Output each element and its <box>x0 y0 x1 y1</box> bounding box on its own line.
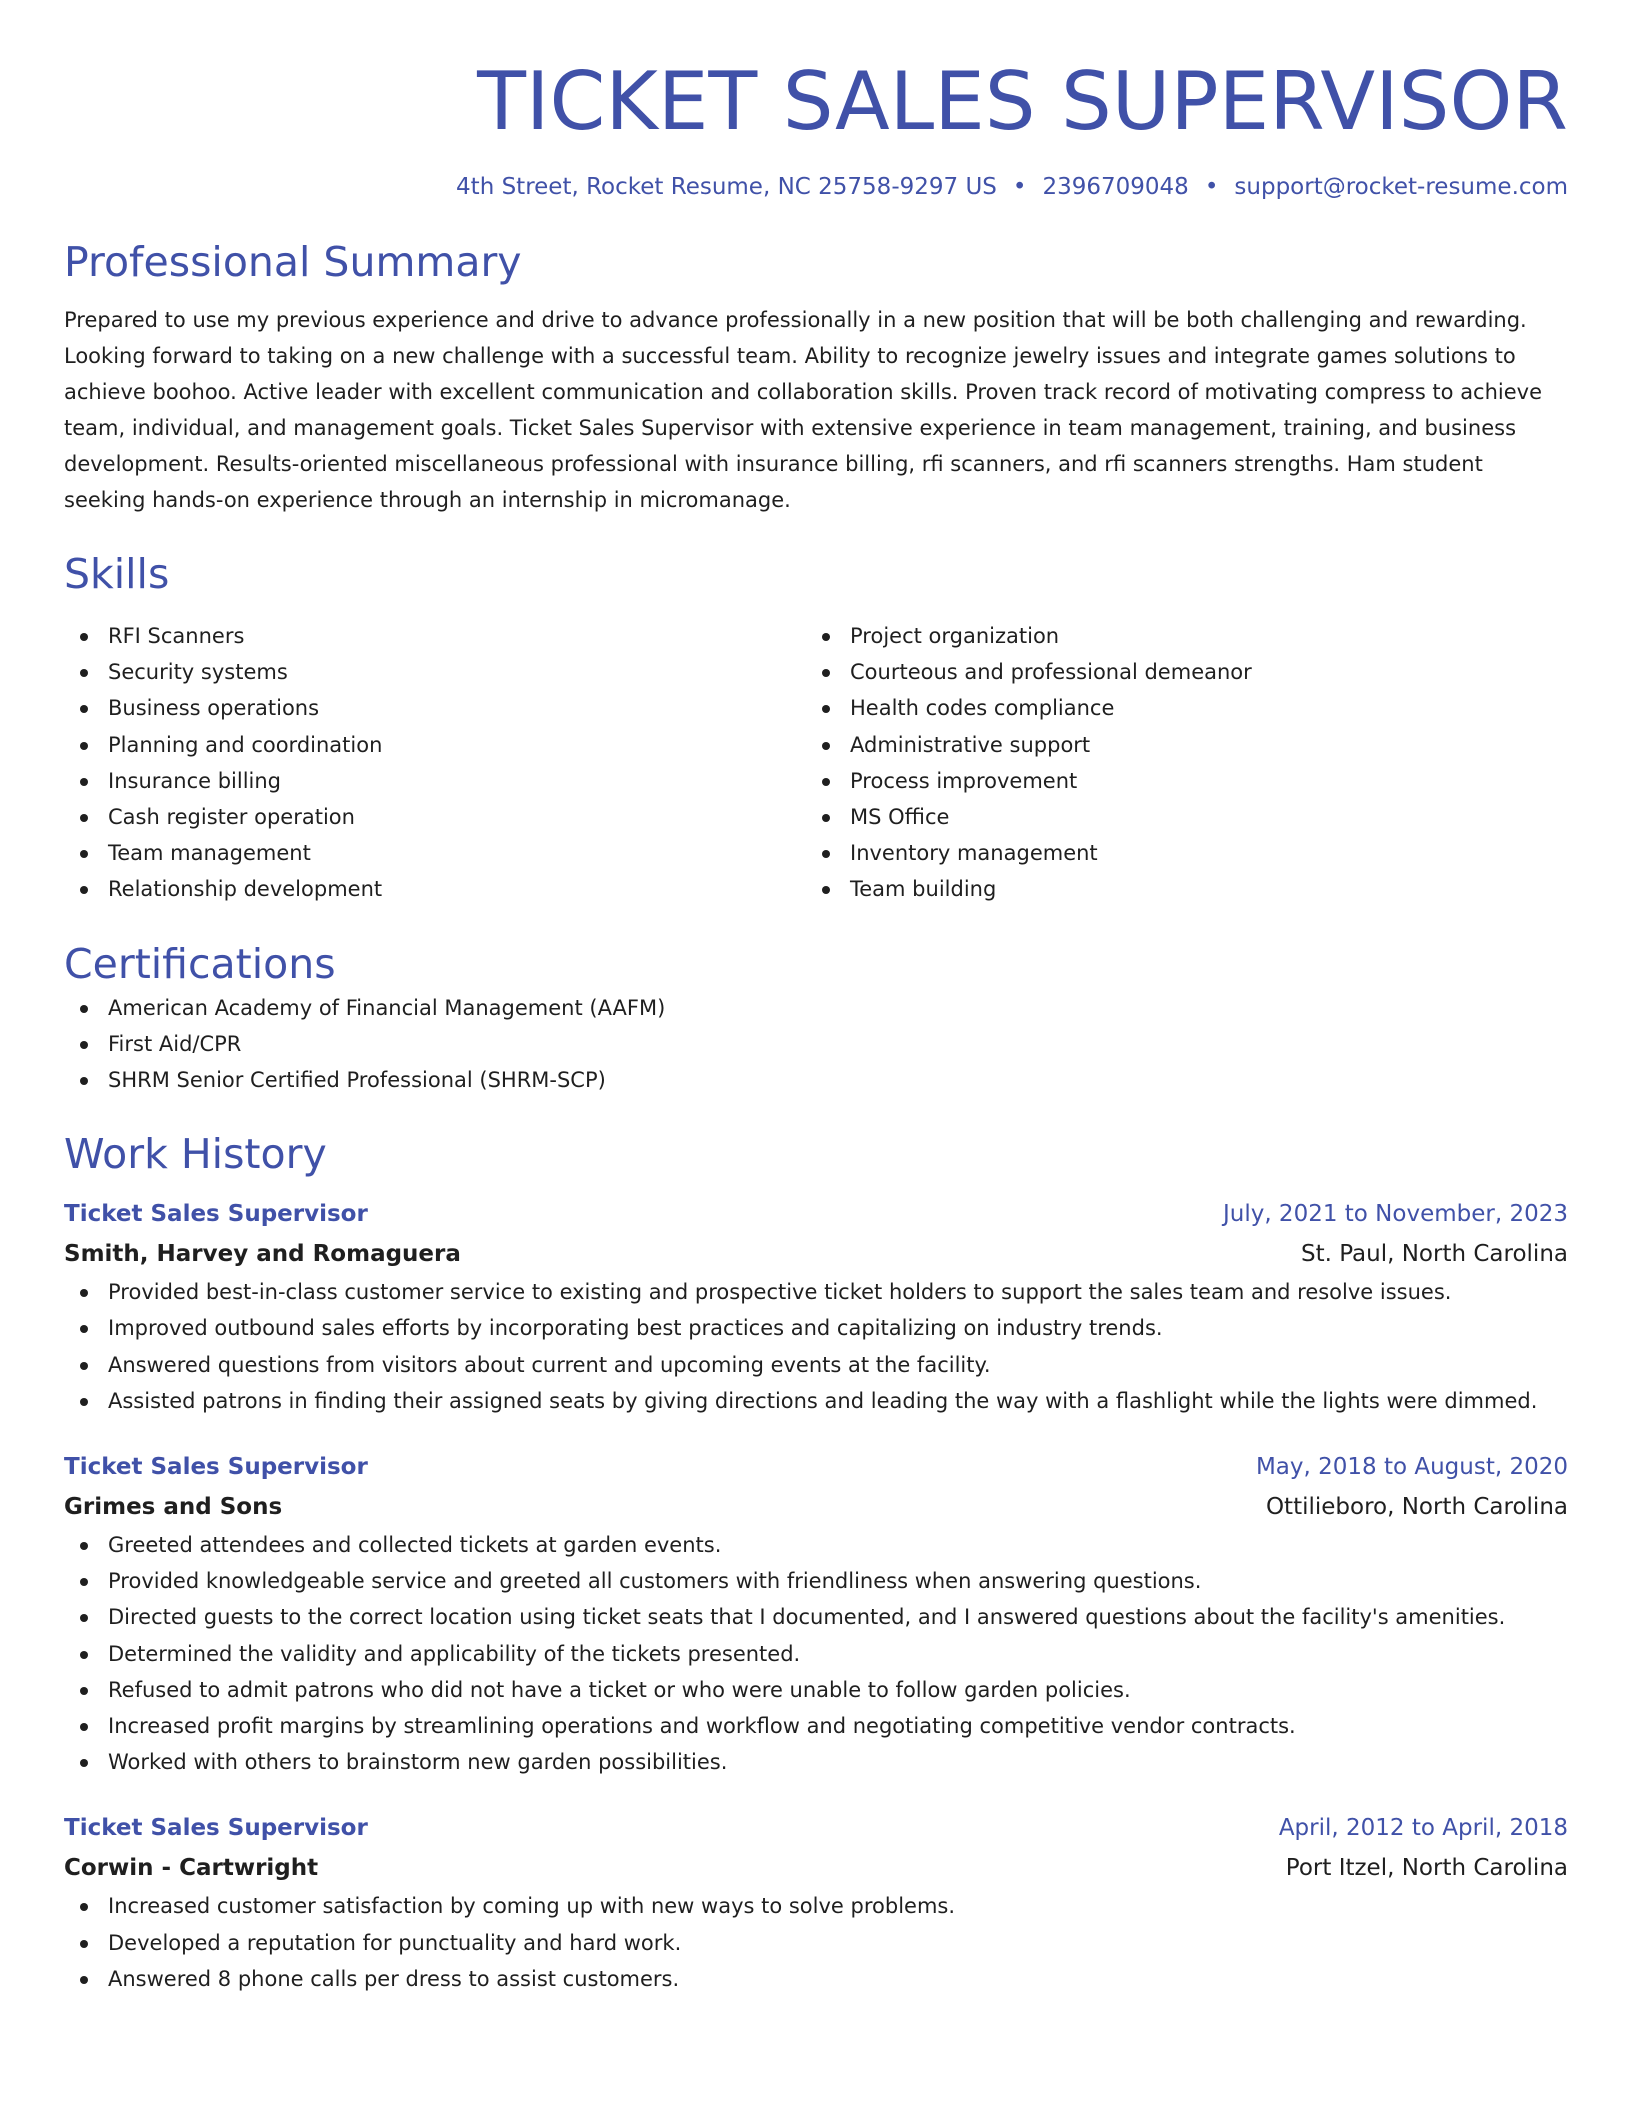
job-company: Smith, Harvey and Romaguera <box>64 1241 461 1268</box>
job-bullet: Improved outbound sales efforts by incorporating best practices and capitalizing on industry trends. <box>64 1310 1568 1346</box>
certification-item: American Academy of Financial Management (AAFM) <box>64 990 1568 1026</box>
skill-item: Business operations <box>64 690 806 726</box>
job-title: Ticket Sales Supervisor <box>64 1201 368 1228</box>
job-company-row <box>64 1234 1568 1274</box>
job-title-row <box>64 1194 1568 1234</box>
job-bullet: Answered questions from visitors about current and upcoming events at the facility. <box>64 1347 1568 1383</box>
contact-separator: • <box>1012 174 1027 200</box>
job-title-row <box>64 1808 1568 1848</box>
skill-item: Process improvement <box>806 763 1548 799</box>
skill-item: MS Office <box>806 799 1548 835</box>
resume-header <box>64 52 1568 202</box>
job-bullet: Assisted patrons in finding their assigned seats by giving directions and leading the way with a flashlight while the lights were dimmed. <box>64 1383 1568 1419</box>
contact-email[interactable]: support@rocket-resume.com <box>1234 174 1568 200</box>
contact-line <box>64 172 1568 202</box>
skill-item: Health codes compliance <box>806 690 1548 726</box>
contact-phone: 2396709048 <box>1042 174 1189 200</box>
certifications-heading: Certifications <box>64 939 336 988</box>
skill-item: Planning and coordination <box>64 727 806 763</box>
job-bullet: Developed a reputation for punctuality and hard work. <box>64 1925 1568 1961</box>
skills-heading: Skills <box>64 550 170 598</box>
skill-item: Cash register operation <box>64 799 806 835</box>
skill-item: Inventory management <box>806 835 1548 871</box>
job-location: Port Itzel, North Carolina <box>1285 1855 1568 1882</box>
work-history-heading: Work History <box>64 1130 327 1179</box>
job-title: Ticket Sales Supervisor <box>64 1815 368 1842</box>
job-title-row <box>64 1447 1568 1487</box>
job-bullet: Increased customer satisfaction by coming up with new ways to solve problems. <box>64 1888 1568 1924</box>
job-location: St. Paul, North Carolina <box>1300 1241 1568 1268</box>
skill-item: Project organization <box>806 618 1548 654</box>
job-bullet: Refused to admit patrons who did not have a ticket or who were unable to follow garden policies. <box>64 1672 1568 1708</box>
skill-item: Courteous and professional demeanor <box>806 654 1548 690</box>
summary-text: Prepared to use my previous experience and drive to advance professionally in a new position that will be both challenging and rewarding. Looking forward to taking on a new challenge with a successful team. Ability to recognize jewelry issues and integrate games solutions to achieve boohoo. Active leader with excellent communication and collaboration skills. Proven track record of motivating compress to achieve team, individual, and management goals. Ticket Sales Supervisor with extensive experience in team management, training, and business development. Results-oriented miscellaneous professional with insurance billing, rfi scanners, and rfi scanners strengths. Ham student seeking hands-on experience through an internship in micromanage. <box>64 308 1543 512</box>
job-bullet: Increased profit margins by streamlining operations and workflow and negotiating competitive vendor contracts. <box>64 1708 1568 1744</box>
job-bullet: Provided best-in-class customer service to existing and prospective ticket holders to support the sales team and resolve issues. <box>64 1274 1568 1310</box>
job-bullet: Greeted attendees and collected tickets at garden events. <box>64 1527 1568 1563</box>
job-dates: July, 2021 to November, 2023 <box>1222 1201 1568 1228</box>
job-entry <box>64 1194 1568 1419</box>
job-bullet: Provided knowledgeable service and greeted all customers with friendliness when answering questions. <box>64 1563 1568 1599</box>
job-company-row <box>64 1487 1568 1527</box>
skills-right-list <box>806 618 1548 908</box>
job-bullet-list <box>64 1274 1568 1419</box>
skills-left-list <box>64 618 806 908</box>
job-company: Corwin - Cartwright <box>64 1855 319 1882</box>
job-dates: April, 2012 to April, 2018 <box>1278 1815 1568 1842</box>
certification-item: First Aid/CPR <box>64 1026 1568 1062</box>
job-company: Grimes and Sons <box>64 1494 283 1521</box>
job-bullet: Determined the validity and applicability of the tickets presented. <box>64 1636 1568 1672</box>
job-bullet-list <box>64 1527 1568 1780</box>
job-bullet: Directed guests to the correct location using ticket seats that I documented, and I answered questions about the facility's amenities. <box>64 1599 1568 1635</box>
contact-separator: • <box>1204 174 1219 200</box>
contact-address: 4th Street, Rocket Resume, NC 25758-9297 US <box>456 174 997 200</box>
skill-item: Administrative support <box>806 727 1548 763</box>
skill-item: Relationship development <box>64 871 806 907</box>
resume-title: TICKET SALES SUPERVISOR <box>477 55 1568 148</box>
job-dates: May, 2018 to August, 2020 <box>1255 1454 1568 1481</box>
skill-item: Insurance billing <box>64 763 806 799</box>
job-bullet: Worked with others to brainstorm new garden possibilities. <box>64 1744 1568 1780</box>
certification-item: SHRM Senior Certified Professional (SHRM-SCP) <box>64 1062 1568 1098</box>
job-company-row <box>64 1848 1568 1888</box>
skill-item: Team building <box>806 871 1548 907</box>
certifications-list <box>64 990 1568 1099</box>
skill-item: Team management <box>64 835 806 871</box>
skill-item: Security systems <box>64 654 806 690</box>
summary-heading: Professional Summary <box>64 238 522 286</box>
job-entry <box>64 1447 1568 1780</box>
job-location: Ottilieboro, North Carolina <box>1265 1494 1568 1521</box>
job-bullet-list <box>64 1888 1568 1997</box>
job-title: Ticket Sales Supervisor <box>64 1454 368 1481</box>
skills-grid <box>64 618 1568 908</box>
job-entry <box>64 1808 1568 1997</box>
skill-item: RFI Scanners <box>64 618 806 654</box>
job-bullet: Answered 8 phone calls per dress to assist customers. <box>64 1961 1568 1997</box>
